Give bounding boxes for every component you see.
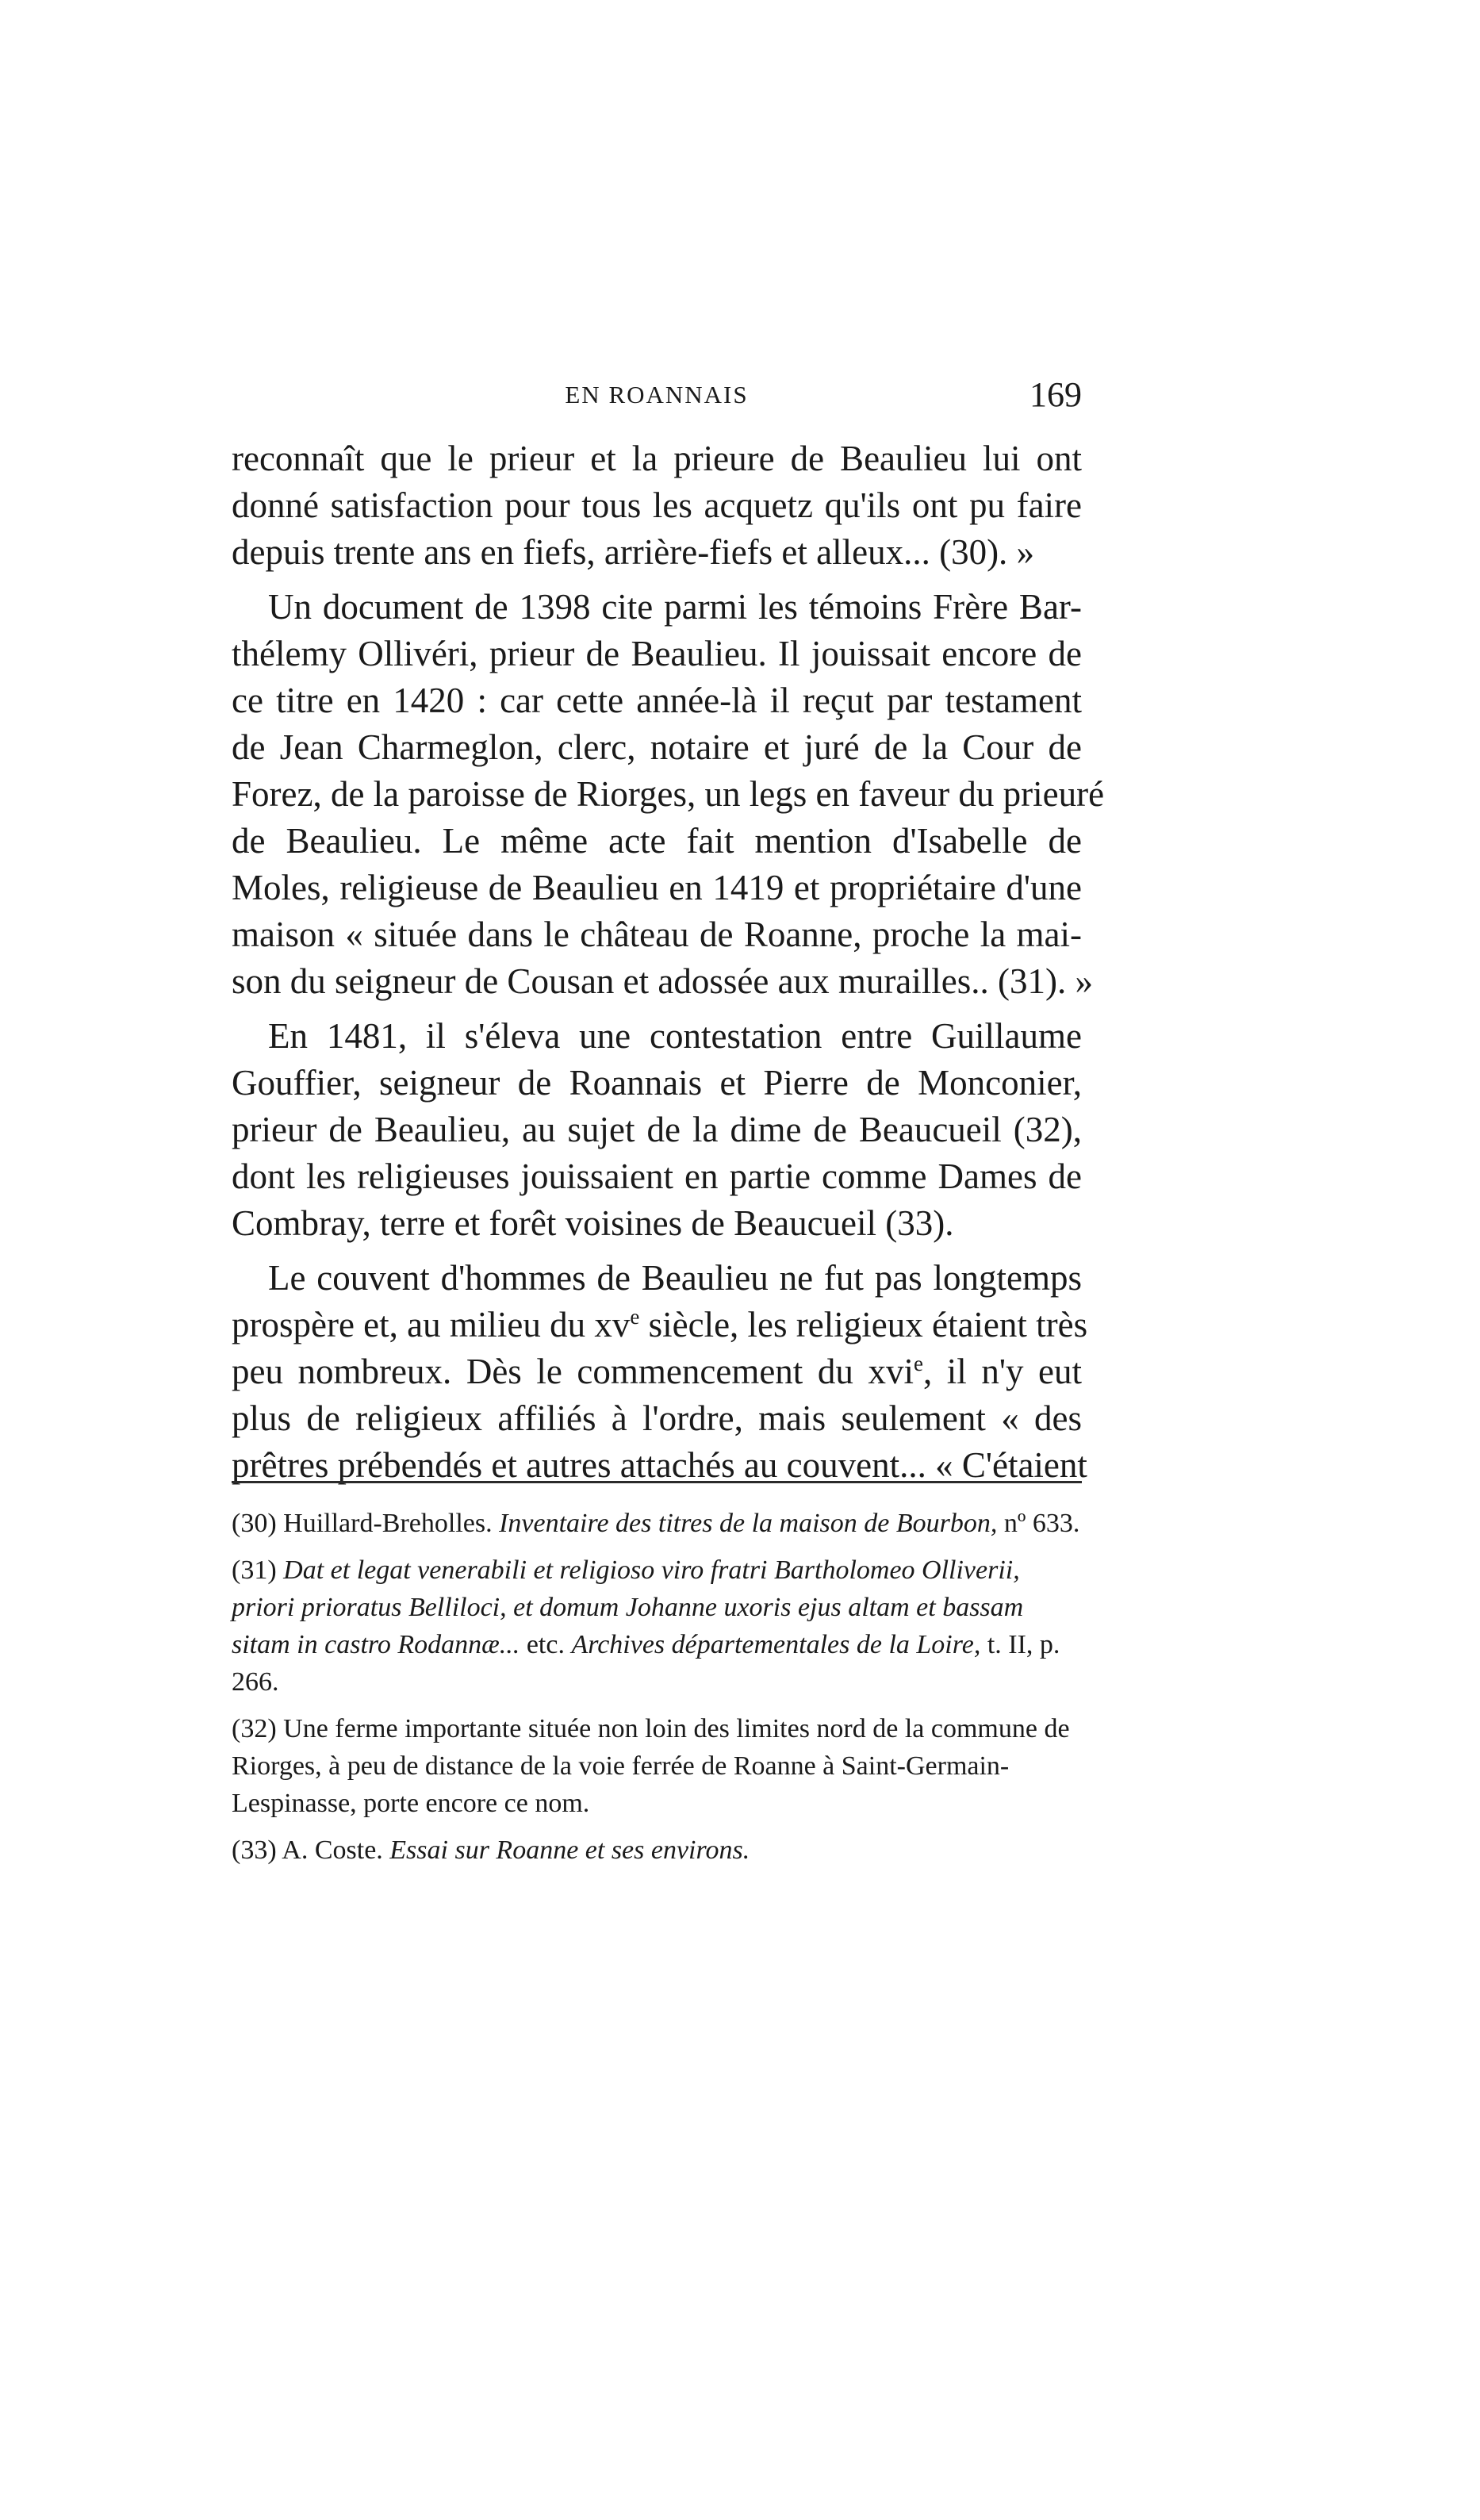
footnote-text: Une ferme importante située non loin des limites nord de la commune de Riorges, à peu de distance de la voie ferrée de Roanne à Saint-Germain-Lespinasse, porte encore ce nom. bbox=[232, 1714, 1070, 1818]
paragraph bbox=[232, 1013, 1082, 1247]
text-line: Un document de 1398 cite parmi les témoins Frère Bar- bbox=[268, 587, 1082, 627]
paragraph bbox=[232, 1255, 1088, 1489]
text-line: thélemy Ollivéri, prieur de Beaulieu. Il jouissait encore de bbox=[232, 634, 1082, 673]
paragraph bbox=[232, 584, 1105, 1005]
footnote bbox=[232, 1552, 1082, 1701]
page-number: 169 bbox=[1029, 375, 1082, 414]
footnote-quotation: Dat et legat venerabili et religioso viro fratri Bartholomeo Olliverii, priori prioratus Belliloci, et domum Johanne uxoris ejus altam et bassam sitam in castro Rodannæ... bbox=[232, 1555, 1024, 1659]
text-line: maison « située dans le château de Roanne, proche la mai- bbox=[232, 915, 1082, 954]
footnote-text: etc. bbox=[520, 1630, 572, 1659]
footnote-number: (32) bbox=[232, 1714, 277, 1743]
running-title: EN ROANNAIS bbox=[565, 381, 749, 408]
footnote-text: A. Coste. bbox=[276, 1835, 390, 1865]
footnote-number: (31) bbox=[232, 1555, 277, 1585]
footnote-number: (33) bbox=[232, 1835, 277, 1865]
footnote-text: nº 633. bbox=[997, 1509, 1080, 1538]
superscript: e bbox=[630, 1305, 640, 1329]
text-line: de Jean Charmeglon, clerc, notaire et juré de la Cour de bbox=[232, 727, 1082, 767]
text-line: reconnaît que le prieur et la prieure de Beaulieu lui ont bbox=[232, 439, 1082, 478]
text-line bbox=[232, 1302, 1088, 1348]
footnote bbox=[232, 1832, 1082, 1869]
footnote-title: Essai sur Roanne et ses environs. bbox=[389, 1835, 750, 1865]
footnote-title: Archives départementales de la Loire, bbox=[571, 1630, 981, 1659]
text-line: prêtres prébendés et autres attachés au couvent... « C'étaient bbox=[232, 1445, 1087, 1485]
text-line bbox=[232, 1348, 1082, 1395]
text-line: plus de religieux affiliés à l'ordre, mais seulement « des bbox=[232, 1398, 1082, 1438]
footnotes bbox=[232, 1505, 1082, 1878]
text-line: Le couvent d'hommes de Beaulieu ne fut pas longtemps bbox=[268, 1258, 1082, 1298]
text-line: son du seigneur de Cousan et adossée aux murailles.. (31). » bbox=[232, 961, 1093, 1001]
text-segment: siècle, les religieux étaient très bbox=[639, 1305, 1088, 1344]
text-line: Gouffier, seigneur de Roannais et Pierre de Monconier, bbox=[232, 1063, 1082, 1103]
footnote-title: Inventaire des titres de la maison de Bourbon, bbox=[499, 1509, 998, 1538]
footnote bbox=[232, 1710, 1082, 1822]
paragraph bbox=[232, 435, 1082, 576]
footnote-text: t. II, p. 266. bbox=[232, 1630, 1060, 1697]
text-segment: , il n'y eut bbox=[922, 1352, 1082, 1391]
running-head bbox=[232, 375, 1082, 427]
text-line: donné satisfaction pour tous les acquetz qu'ils ont pu faire bbox=[232, 485, 1082, 525]
text-line: depuis trente ans en fiefs, arrière-fiefs et alleux... (30). » bbox=[232, 532, 1035, 572]
text-line: de Beaulieu. Le même acte fait mention d'Isabelle de bbox=[232, 821, 1082, 861]
text-line: Moles, religieuse de Beaulieu en 1419 et propriétaire d'une bbox=[232, 868, 1082, 907]
text-line: prieur de Beaulieu, au sujet de la dime de Beaucueil (32), bbox=[232, 1110, 1082, 1149]
text-line: En 1481, il s'éleva une contestation entre Guillaume bbox=[268, 1016, 1082, 1056]
text-line: Forez, de la paroisse de Riorges, un legs en faveur du prieuré bbox=[232, 774, 1105, 814]
text-line: Combray, terre et forêt voisines de Beaucueil (33). bbox=[232, 1203, 954, 1243]
text-line: ce titre en 1420 : car cette année-là il reçut par testament bbox=[232, 681, 1082, 720]
body-text bbox=[232, 435, 1105, 1489]
text-segment: prospère et, au milieu du xv bbox=[232, 1305, 631, 1344]
text-segment: peu nombreux. Dès le commencement du xvi bbox=[232, 1352, 914, 1391]
footnote-number: (30) bbox=[232, 1509, 277, 1538]
footnote bbox=[232, 1505, 1082, 1542]
footnote-rule bbox=[232, 1481, 1082, 1483]
superscript: e bbox=[913, 1352, 923, 1375]
footnote-text: Huillard-Breholles. bbox=[276, 1509, 500, 1538]
text-line: dont les religieuses jouissaient en partie comme Dames de bbox=[232, 1156, 1082, 1196]
